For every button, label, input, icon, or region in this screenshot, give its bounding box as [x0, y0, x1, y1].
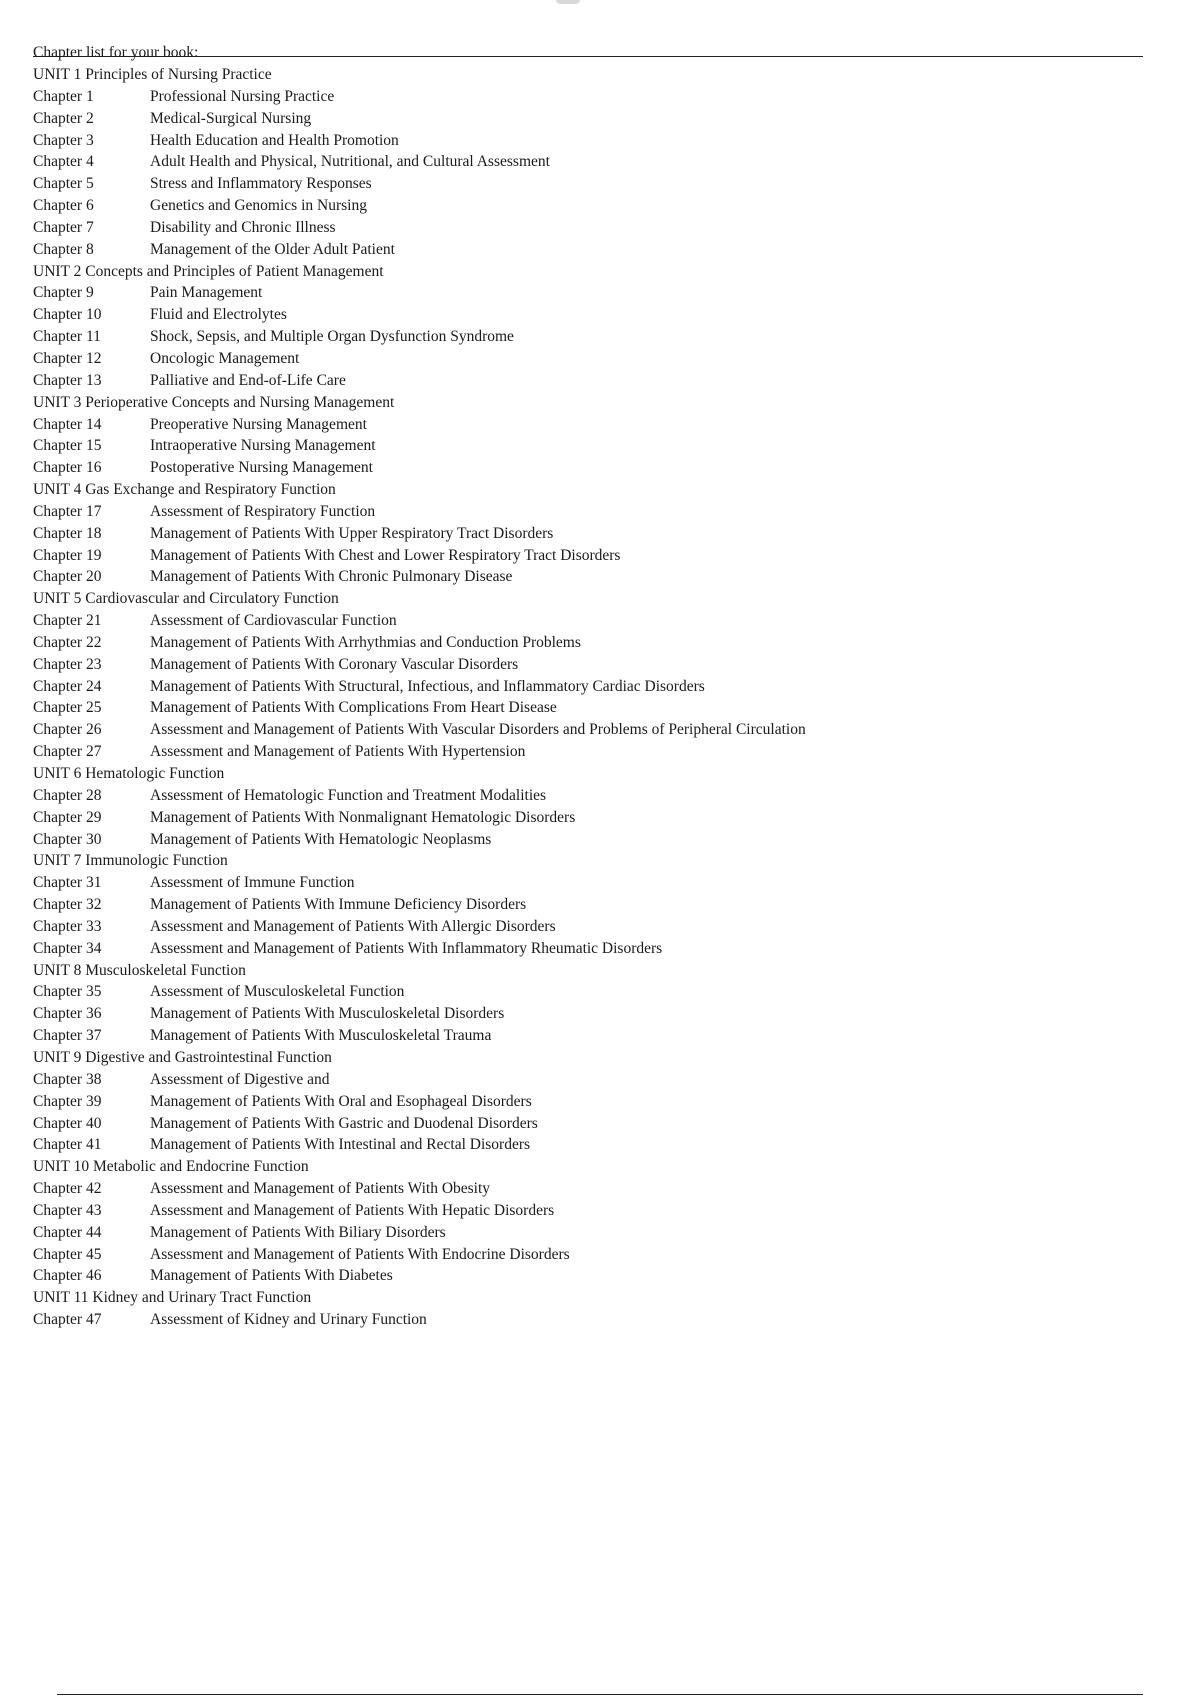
chapter-title: Adult Health and Physical, Nutritional, and Cultural Assessment — [150, 153, 550, 171]
chapter-item — [33, 981, 1143, 1003]
chapter-number: Chapter 37 — [33, 1027, 102, 1045]
chapter-number: Chapter 33 — [33, 917, 102, 935]
chapter-title: Shock, Sepsis, and Multiple Organ Dysfunction Syndrome — [150, 328, 514, 346]
chapter-title: Medical-Surgical Nursing — [150, 109, 312, 127]
chapter-number: Chapter 41 — [33, 1136, 102, 1154]
chapter-title: Health Education and Health Promotion — [150, 131, 399, 149]
chapter-title: Assessment and Management of Patients With Hypertension — [150, 743, 526, 761]
heading-rule — [33, 56, 1143, 57]
chapter-title: Palliative and End-of-Life Care — [150, 371, 346, 389]
chapter-item — [33, 108, 1143, 130]
chapter-item — [33, 916, 1143, 938]
chapter-number: Chapter 36 — [33, 1005, 102, 1023]
chapter-title: Genetics and Genomics in Nursing — [150, 197, 367, 215]
chapter-title: Assessment and Management of Patients With Endocrine Disorders — [150, 1245, 570, 1263]
chapter-title: Assessment of Digestive and — [150, 1070, 330, 1088]
chapter-item — [33, 719, 1143, 741]
chapter-number: Chapter 30 — [33, 830, 102, 848]
chapter-title: Management of Patients With Gastric and Duodenal Disorders — [150, 1114, 538, 1132]
chapter-title: Assessment and Management of Patients With Allergic Disorders — [150, 917, 556, 935]
chapter-item — [33, 1113, 1143, 1135]
chapter-number: Chapter 31 — [33, 874, 102, 892]
chapter-item — [33, 654, 1143, 676]
bottom-rule — [57, 1694, 1143, 1695]
chapter-item — [33, 304, 1143, 326]
chapter-number: Chapter 3 — [33, 131, 94, 149]
page-heading: Chapter list for your book: — [33, 44, 199, 61]
chapter-number: Chapter 24 — [33, 677, 102, 695]
chapter-title: Assessment and Management of Patients With Hepatic Disorders — [150, 1201, 555, 1219]
chapter-item — [33, 872, 1143, 894]
chapter-number: Chapter 20 — [33, 568, 102, 586]
chapter-item — [33, 894, 1143, 916]
unit-heading: UNIT 9 Digestive and Gastrointestinal Function — [33, 1048, 332, 1066]
chapter-title: Professional Nursing Practice — [150, 87, 335, 105]
chapter-item — [33, 545, 1143, 567]
chapter-number: Chapter 46 — [33, 1267, 102, 1285]
chapter-number: Chapter 12 — [33, 349, 102, 367]
chapter-item — [33, 217, 1143, 239]
chapter-item — [33, 1091, 1143, 1113]
chapter-title: Management of Patients With Chronic Pulmonary Disease — [150, 568, 513, 586]
unit-heading: UNIT 1 Principles of Nursing Practice — [33, 66, 272, 83]
chapter-title: Pain Management — [150, 284, 263, 302]
chapter-item — [33, 457, 1143, 479]
chapter-item — [33, 1003, 1143, 1025]
chapter-item — [33, 1134, 1143, 1156]
chapter-number: Chapter 1 — [33, 87, 94, 105]
chapter-title: Assessment and Management of Patients With Obesity — [150, 1180, 491, 1198]
chapter-item — [33, 1265, 1143, 1287]
chapter-number: Chapter 47 — [33, 1311, 102, 1329]
chapter-item — [33, 697, 1143, 719]
chapter-number: Chapter 27 — [33, 743, 102, 761]
chapter-item — [33, 1309, 1143, 1331]
unit-heading: UNIT 6 Hematologic Function — [33, 765, 225, 782]
chapter-title: Management of Patients With Oral and Esophageal Disorders — [150, 1092, 532, 1110]
unit-heading: UNIT 10 Metabolic and Endocrine Function — [33, 1158, 309, 1176]
chapter-number: Chapter 4 — [33, 153, 94, 171]
chapter-item — [33, 785, 1143, 807]
chapter-number: Chapter 35 — [33, 983, 102, 1001]
chapter-title: Oncologic Management — [150, 349, 300, 367]
page-top-mark — [556, 0, 580, 4]
chapter-title: Management of Patients With Chest and Lower Respiratory Tract Disorders — [150, 546, 621, 564]
chapter-item — [33, 86, 1143, 108]
chapter-title: Management of Patients With Coronary Vascular Disorders — [150, 655, 519, 673]
chapter-number: Chapter 8 — [33, 240, 94, 258]
chapter-item — [33, 370, 1143, 392]
chapter-item — [33, 130, 1143, 152]
chapter-title: Management of Patients With Musculoskeletal Disorders — [150, 1005, 505, 1023]
chapter-title: Assessment of Cardiovascular Function — [150, 612, 397, 630]
chapter-title: Management of Patients With Musculoskeletal Trauma — [150, 1027, 492, 1045]
chapter-item — [33, 829, 1143, 851]
chapter-number: Chapter 23 — [33, 655, 102, 673]
chapter-number: Chapter 32 — [33, 896, 102, 914]
chapter-item — [33, 239, 1143, 261]
unit-heading: UNIT 8 Musculoskeletal Function — [33, 961, 246, 979]
heading-row — [33, 42, 1143, 64]
chapter-number: Chapter 10 — [33, 306, 102, 324]
chapter-number: Chapter 34 — [33, 939, 102, 957]
chapter-item — [33, 1025, 1143, 1047]
chapter-number: Chapter 6 — [33, 197, 94, 215]
chapter-item — [33, 1178, 1143, 1200]
chapter-number: Chapter 14 — [33, 415, 102, 433]
chapter-item — [33, 195, 1143, 217]
chapter-title: Disability and Chronic Illness — [150, 218, 336, 236]
chapter-title: Assessment of Hematologic Function and Treatment Modalities — [150, 786, 547, 804]
chapter-title: Assessment of Respiratory Function — [150, 502, 376, 520]
chapter-title: Management of Patients With Biliary Disorders — [150, 1223, 446, 1241]
chapter-number: Chapter 25 — [33, 699, 102, 717]
chapter-number: Chapter 21 — [33, 612, 102, 630]
chapter-title: Assessment of Immune Function — [150, 874, 355, 892]
chapter-title: Management of Patients With Structural, Infectious, and Inflammatory Cardiac Disorders — [150, 677, 705, 695]
chapter-title: Postoperative Nursing Management — [150, 459, 373, 477]
chapter-item — [33, 1200, 1143, 1222]
chapter-number: Chapter 5 — [33, 175, 94, 193]
chapter-list — [33, 64, 1143, 1331]
chapter-item — [33, 610, 1143, 632]
chapter-title: Management of Patients With Nonmalignant Hematologic Disorders — [150, 808, 576, 826]
chapter-title: Management of Patients With Intestinal and Rectal Disorders — [150, 1136, 531, 1154]
chapter-number: Chapter 43 — [33, 1201, 102, 1219]
chapter-item — [33, 173, 1143, 195]
unit-heading: UNIT 5 Cardiovascular and Circulatory Function — [33, 590, 339, 608]
chapter-item — [33, 632, 1143, 654]
chapter-number: Chapter 19 — [33, 546, 102, 564]
chapter-number: Chapter 18 — [33, 524, 102, 542]
chapter-title: Assessment of Musculoskeletal Function — [150, 983, 405, 1001]
chapter-item — [33, 348, 1143, 370]
chapter-number: Chapter 40 — [33, 1114, 102, 1132]
chapter-item — [33, 1244, 1143, 1266]
chapter-title: Management of Patients With Arrhythmias and Conduction Problems — [150, 633, 581, 651]
unit-heading: UNIT 2 Concepts and Principles of Patient Management — [33, 262, 384, 280]
chapter-title: Assessment and Management of Patients With Vascular Disorders and Problems of Peripheral Circulation — [150, 721, 806, 739]
document-page — [33, 42, 1143, 1331]
chapter-title: Management of Patients With Diabetes — [150, 1267, 393, 1285]
chapter-number: Chapter 45 — [33, 1245, 102, 1263]
chapter-title: Management of Patients With Complications From Heart Disease — [150, 699, 557, 717]
unit-heading: UNIT 3 Perioperative Concepts and Nursing Management — [33, 393, 395, 411]
chapter-item — [33, 326, 1143, 348]
chapter-number: Chapter 9 — [33, 284, 94, 302]
chapter-item — [33, 435, 1143, 457]
chapter-item — [33, 501, 1143, 523]
chapter-number: Chapter 44 — [33, 1223, 102, 1241]
chapter-title: Intraoperative Nursing Management — [150, 437, 376, 455]
chapter-item — [33, 1069, 1143, 1091]
chapter-title: Stress and Inflammatory Responses — [150, 175, 372, 193]
unit-heading: UNIT 4 Gas Exchange and Respiratory Function — [33, 481, 336, 499]
chapter-title: Management of Patients With Upper Respiratory Tract Disorders — [150, 524, 554, 542]
chapter-item — [33, 414, 1143, 436]
chapter-item — [33, 566, 1143, 588]
chapter-title: Management of the Older Adult Patient — [150, 240, 395, 258]
chapter-title: Assessment and Management of Patients With Inflammatory Rheumatic Disorders — [150, 939, 663, 957]
chapter-number: Chapter 13 — [33, 371, 102, 389]
chapter-number: Chapter 28 — [33, 786, 102, 804]
chapter-number: Chapter 39 — [33, 1092, 102, 1110]
chapter-number: Chapter 17 — [33, 502, 102, 520]
chapter-number: Chapter 29 — [33, 808, 102, 826]
chapter-number: Chapter 38 — [33, 1070, 102, 1088]
chapter-item — [33, 741, 1143, 763]
unit-heading: UNIT 7 Immunologic Function — [33, 852, 228, 870]
chapter-title: Management of Patients With Immune Deficiency Disorders — [150, 896, 527, 914]
chapter-title: Assessment of Kidney and Urinary Function — [150, 1311, 427, 1329]
chapter-item — [33, 938, 1143, 960]
chapter-number: Chapter 15 — [33, 437, 102, 455]
unit-heading: UNIT 11 Kidney and Urinary Tract Function — [33, 1289, 312, 1307]
chapter-number: Chapter 2 — [33, 109, 94, 127]
chapter-item — [33, 151, 1143, 173]
chapter-item — [33, 807, 1143, 829]
chapter-number: Chapter 7 — [33, 218, 94, 236]
chapter-item — [33, 676, 1143, 698]
chapter-item — [33, 523, 1143, 545]
chapter-number: Chapter 22 — [33, 633, 102, 651]
chapter-title: Preoperative Nursing Management — [150, 415, 367, 433]
chapter-title: Fluid and Electrolytes — [150, 306, 287, 324]
chapter-item — [33, 1222, 1143, 1244]
chapter-number: Chapter 26 — [33, 721, 102, 739]
chapter-number: Chapter 16 — [33, 459, 102, 477]
chapter-title: Management of Patients With Hematologic Neoplasms — [150, 830, 492, 848]
chapter-number: Chapter 11 — [33, 328, 101, 346]
chapter-number: Chapter 42 — [33, 1180, 102, 1198]
chapter-item — [33, 282, 1143, 304]
